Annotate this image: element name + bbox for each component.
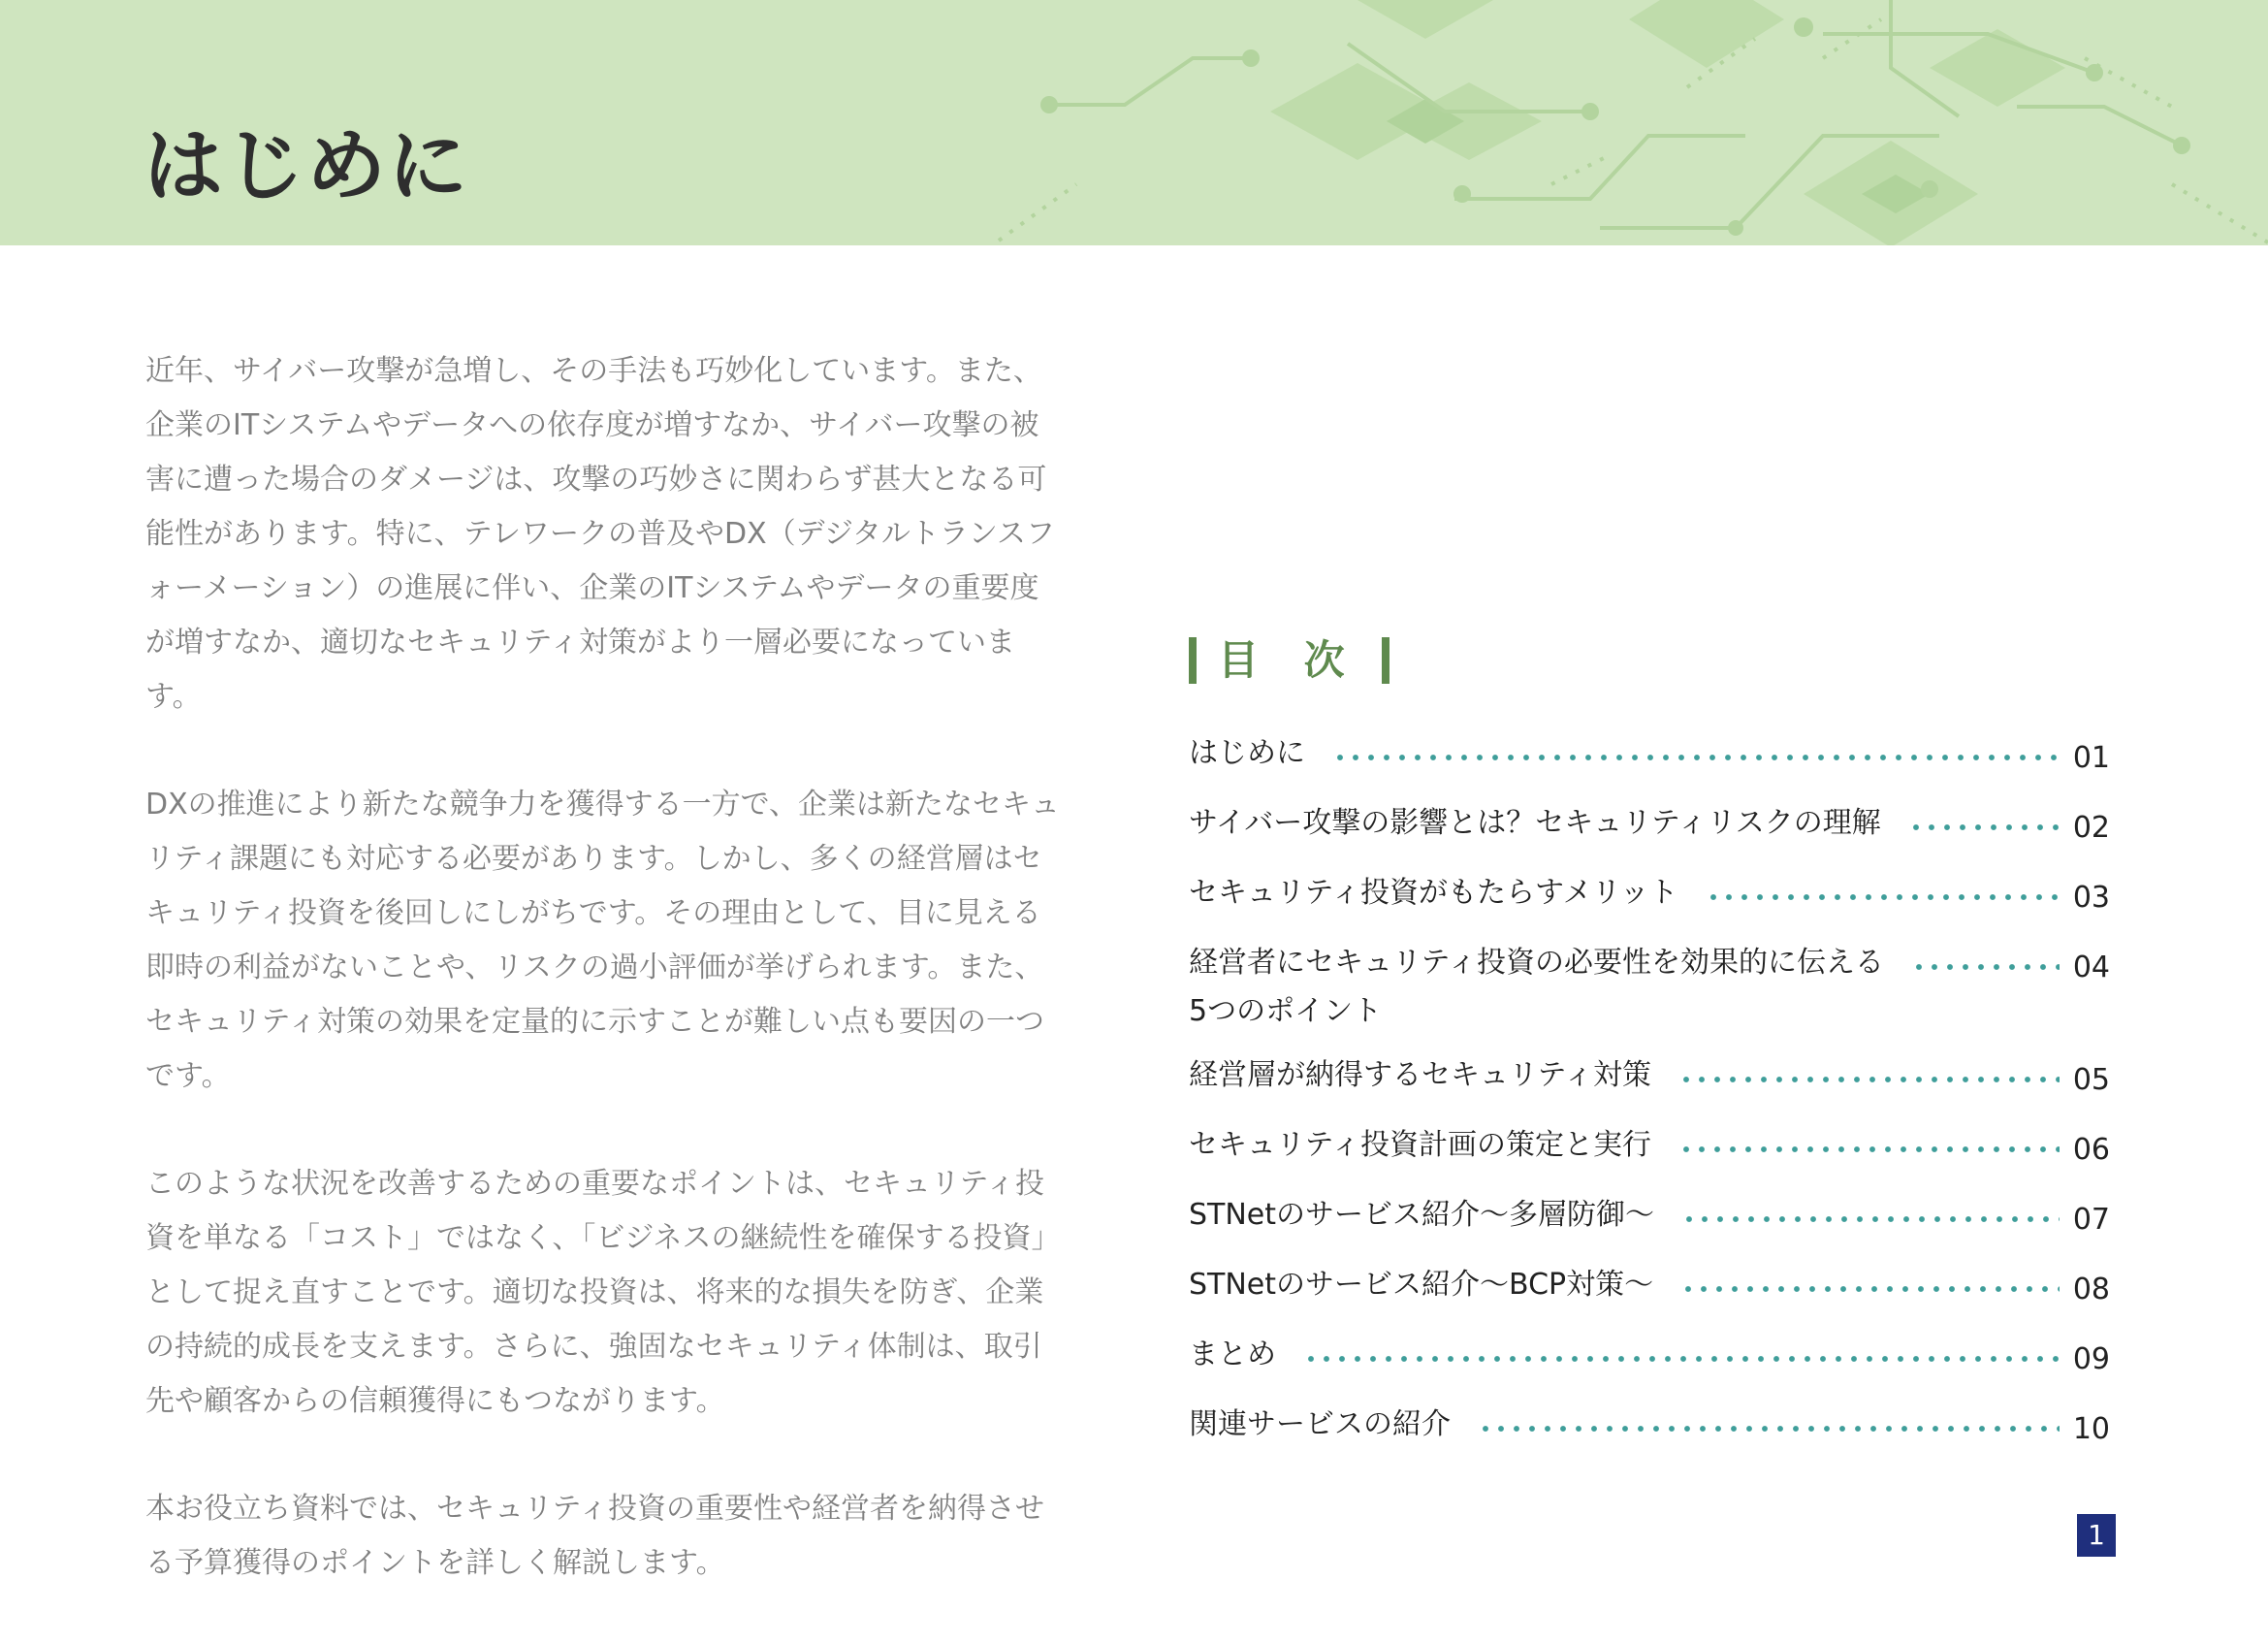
toc-entry-title: 経営層が納得するセキュリティ対策 [1189,1058,1651,1092]
intro-text [145,344,1067,1644]
toc-leader-dots [1706,893,2060,901]
toc-leader-dots [1303,1355,2060,1363]
header-band [0,0,2268,245]
intro-paragraph: このような状況を改善するための重要なポイントは、セキュリティ投資を単なる「コスト」ではなく、「ビジネスの継続性を確保する投資」として捉え直すことです。適切な投資は、将来的な損失を防ぎ、企業の持続的成長を支えます。さらに、強固なセキュリティ体制は、取引先や顧客からの信頼獲得にもつながります。 [145,1167,1061,1418]
toc-entry-stnet-bcp[interactable] [1189,1261,2110,1331]
intro-paragraph: 近年、サイバー攻撃が急増し、その手法も巧妙化しています。また、企業のITシステムやデータへの依存度が増すなか、サイバー攻撃の被害に遭った場合のダメージは、攻撃の巧妙さに関わらず甚大となる可能性があります。特に、テレワークの普及やDX（デジタルトランスフォーメーション）の進展に伴い、企業のITシステムやデータの重要度が増すなか、適切なセキュリティ対策がより一層必要になっています。 [145,354,1055,714]
toc-entry-summary[interactable] [1189,1331,2110,1401]
toc-entry-page: 02 [2072,811,2110,845]
toc-entry-management-measures[interactable] [1189,1051,2110,1121]
toc-entry-page: 09 [2072,1342,2110,1376]
toc-entry-page: 04 [2072,951,2110,984]
toc-leader-dots [1332,754,2060,761]
toc-leader-dots [1678,1145,2060,1153]
toc-heading-bar-left [1189,637,1197,684]
toc-leader-dots [1680,1285,2060,1293]
toc-entry-page: 07 [2072,1203,2110,1237]
intro-paragraph: DXの推進により新たな競争力を獲得する一方で、企業は新たなセキュリティ課題にも対応する必要があります。しかし、多くの経営層はセキュリティ投資を後回しにしがちです。その理由として、目に見える即時の利益がないことや、リスクの過小評価が挙げられます。また、セキュリティ対策の効果を定量的に示すことが難しい点も要因の一つです。 [145,788,1061,1093]
toc-entry-investment-merits[interactable] [1189,869,2110,939]
toc-heading [1189,635,1390,686]
toc-heading-label: 目 次 [1218,636,1360,684]
toc-entry-cyber-attack-impact[interactable] [1189,799,2110,869]
toc-entry-title: STNetのサービス紹介〜BCP対策〜 [1189,1268,1654,1302]
toc-entry-title: サイバー攻撃の影響とは？セキュリティリスクの理解 [1189,806,1881,840]
toc-entry-related-services[interactable] [1189,1401,2110,1470]
toc-heading-bar-right [1382,637,1390,684]
toc-entry-title: セキュリティ投資がもたらすメリット [1189,876,1678,910]
toc-entry-introduction[interactable] [1189,729,2110,799]
toc-leader-dots [1911,963,2060,971]
toc-entry-page: 05 [2072,1063,2110,1097]
toc-entry-page: 08 [2072,1273,2110,1306]
toc-entry-page: 06 [2072,1133,2110,1167]
toc-entry-five-points[interactable] [1189,939,2110,1051]
toc-entry-title: セキュリティ投資計画の策定と実行 [1189,1128,1651,1162]
toc-entry-page: 01 [2072,741,2110,775]
toc-leader-dots [1908,823,2060,831]
toc-entry-title: はじめに [1189,736,1305,770]
page-title: はじめに [144,120,470,212]
page-number-badge: 1 [2077,1514,2116,1557]
toc-leader-dots [1678,1076,2060,1083]
toc-entry-title: まとめ [1189,1338,1276,1371]
toc-entry-title: STNetのサービス紹介〜多層防御〜 [1189,1198,1655,1232]
toc-entry-page: 10 [2072,1412,2110,1446]
toc-entry-title: 経営者にセキュリティ投資の必要性を効果的に伝える 5つのポイント [1189,946,1884,1028]
intro-paragraph: 本お役立ち資料では、セキュリティ投資の重要性や経営者を納得させる予算獲得のポイントを詳しく解説します。 [145,1492,1044,1580]
table-of-contents [1189,729,2110,1470]
toc-entry-investment-plan[interactable] [1189,1121,2110,1191]
toc-leader-dots [1681,1215,2060,1223]
toc-leader-dots [1478,1425,2060,1433]
toc-entry-page: 03 [2072,881,2110,915]
toc-entry-stnet-multilayer[interactable] [1189,1191,2110,1261]
toc-entry-title: 関連サービスの紹介 [1189,1407,1451,1441]
